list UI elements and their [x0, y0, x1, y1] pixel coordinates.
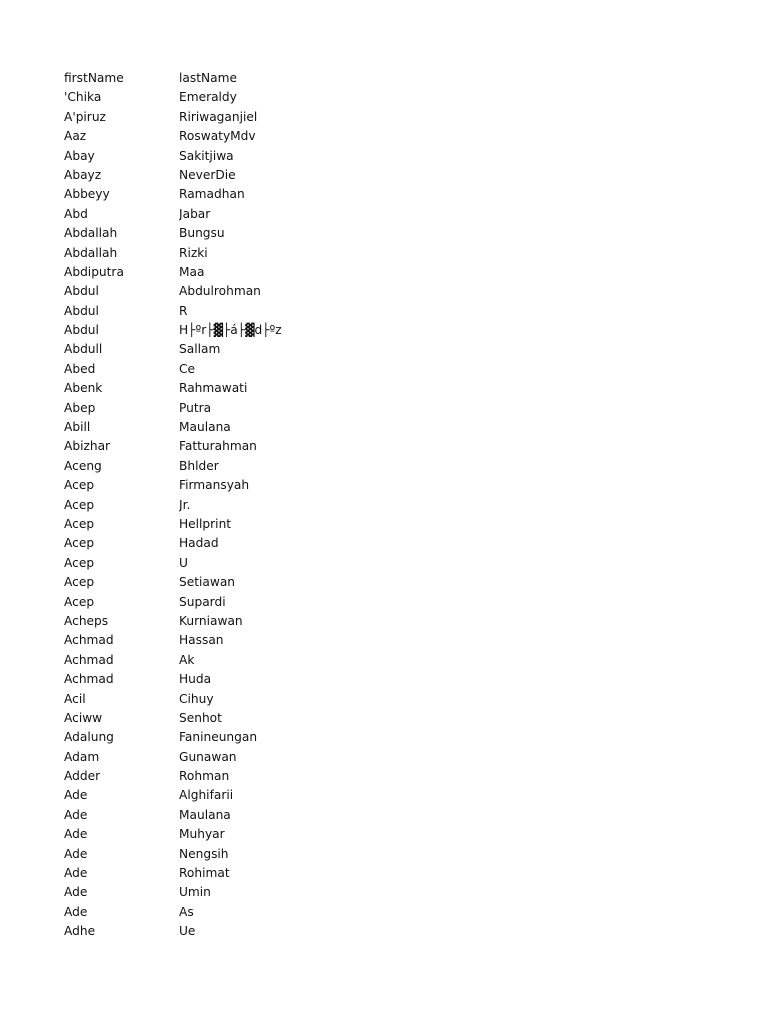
- cell-firstname: Adhe: [64, 924, 96, 939]
- cell-lastname: H├ºr├▓├á├▓d├ºz: [179, 323, 282, 338]
- cell-firstname: Adder: [64, 769, 101, 784]
- cell-firstname: Abdallah: [64, 245, 118, 260]
- cell-firstname: Adalung: [64, 730, 114, 745]
- cell-firstname: A'piruz: [64, 109, 106, 124]
- cell-firstname: Abep: [64, 400, 96, 415]
- table-row: [64, 748, 704, 767]
- table-row: [64, 593, 704, 612]
- cell-firstname: Achmad: [64, 672, 114, 687]
- table-row: [64, 612, 704, 631]
- table-row: [64, 108, 704, 127]
- table-row: [64, 864, 704, 883]
- table-row: [64, 88, 704, 107]
- table-row: [64, 437, 704, 456]
- table-row: [64, 651, 704, 670]
- cell-lastname: Maulana: [179, 420, 231, 435]
- cell-lastname: Sakitjiwa: [179, 148, 234, 163]
- cell-lastname: Bungsu: [179, 226, 225, 241]
- cell-firstname: Abdiputra: [64, 264, 124, 279]
- table-row: [64, 670, 704, 689]
- table-row: [64, 263, 704, 282]
- cell-lastname: Fatturahman: [179, 439, 257, 454]
- cell-lastname: Hassan: [179, 633, 224, 648]
- table-row: [64, 282, 704, 301]
- cell-lastname: Abdulrohman: [179, 284, 261, 299]
- table-row: [64, 631, 704, 650]
- cell-firstname: Abayz: [64, 167, 102, 182]
- cell-firstname: Adam: [64, 749, 100, 764]
- table-row: [64, 825, 704, 844]
- cell-firstname: Acep: [64, 536, 95, 551]
- cell-firstname: Acep: [64, 575, 95, 590]
- cell-lastname: Ramadhan: [179, 187, 245, 202]
- table-row: [64, 457, 704, 476]
- cell-lastname: Ririwaganjiel: [179, 109, 258, 124]
- cell-lastname: Ce: [179, 361, 196, 376]
- cell-lastname: Jr.: [179, 497, 191, 512]
- table-row: [64, 690, 704, 709]
- cell-lastname: Umin: [179, 885, 211, 900]
- table-body: [64, 88, 704, 941]
- cell-firstname: Abdul: [64, 303, 99, 318]
- cell-lastname: RoswatyMdv: [179, 129, 256, 144]
- header-firstname: firstName: [64, 71, 124, 85]
- table-row: [64, 883, 704, 902]
- table-row: [64, 806, 704, 825]
- cell-lastname: Maulana: [179, 807, 231, 822]
- cell-lastname: Jabar: [179, 206, 211, 221]
- table-row: [64, 321, 704, 340]
- cell-lastname: Ak: [179, 652, 195, 667]
- cell-lastname: Rahmawati: [179, 381, 248, 396]
- cell-firstname: Abenk: [64, 381, 103, 396]
- cell-firstname: Acep: [64, 478, 95, 493]
- table-row: [64, 379, 704, 398]
- table-row: [64, 534, 704, 553]
- table-row: [64, 399, 704, 418]
- cell-firstname: Achmad: [64, 633, 114, 648]
- cell-lastname: As: [179, 904, 194, 919]
- cell-lastname: Putra: [179, 400, 212, 415]
- cell-firstname: Acil: [64, 691, 86, 706]
- cell-firstname: Aciww: [64, 710, 103, 725]
- cell-firstname: Abdallah: [64, 226, 118, 241]
- cell-lastname: Ue: [179, 924, 196, 939]
- cell-lastname: Rizki: [179, 245, 208, 260]
- table-row: [64, 845, 704, 864]
- cell-lastname: Gunawan: [179, 749, 237, 764]
- table-row: [64, 709, 704, 728]
- cell-lastname: Nengsih: [179, 846, 229, 861]
- table-row: [64, 922, 704, 941]
- cell-firstname: Achmad: [64, 652, 114, 667]
- cell-firstname: Abizhar: [64, 439, 111, 454]
- cell-firstname: Ade: [64, 807, 88, 822]
- cell-lastname: Rohman: [179, 769, 230, 784]
- cell-firstname: Acep: [64, 516, 95, 531]
- table-row: [64, 205, 704, 224]
- table-row: [64, 767, 704, 786]
- table-row: [64, 515, 704, 534]
- table-row: [64, 573, 704, 592]
- cell-firstname: Ade: [64, 788, 88, 803]
- table-row: [64, 166, 704, 185]
- cell-lastname: Senhot: [179, 710, 222, 725]
- cell-lastname: Firmansyah: [179, 478, 250, 493]
- header-row: [64, 69, 704, 88]
- cell-lastname: Kurniawan: [179, 613, 243, 628]
- cell-firstname: Abill: [64, 420, 91, 435]
- cell-firstname: 'Chika: [64, 90, 102, 105]
- cell-firstname: Ade: [64, 885, 88, 900]
- cell-lastname: Supardi: [179, 594, 226, 609]
- cell-lastname: Rohimat: [179, 866, 230, 881]
- cell-firstname: Abd: [64, 206, 88, 221]
- cell-firstname: Abdul: [64, 284, 99, 299]
- table-row: [64, 496, 704, 515]
- cell-firstname: Ade: [64, 827, 88, 842]
- cell-firstname: Abdul: [64, 323, 99, 338]
- cell-lastname: Emeraldy: [179, 90, 237, 105]
- cell-lastname: U: [179, 555, 188, 570]
- table-row: [64, 786, 704, 805]
- cell-lastname: R: [179, 303, 188, 318]
- cell-lastname: NeverDie: [179, 167, 236, 182]
- cell-firstname: Ade: [64, 904, 88, 919]
- cell-firstname: Abdull: [64, 342, 103, 357]
- cell-lastname: Bhlder: [179, 458, 219, 473]
- cell-lastname: Fanineungan: [179, 730, 258, 745]
- table-row: [64, 728, 704, 747]
- table-row: [64, 554, 704, 573]
- table-row: [64, 340, 704, 359]
- cell-firstname: Abbeyy: [64, 187, 110, 202]
- cell-lastname: Setiawan: [179, 575, 236, 590]
- table-row: [64, 224, 704, 243]
- cell-firstname: Aceng: [64, 458, 102, 473]
- cell-lastname: Cihuy: [179, 691, 214, 706]
- table-row: [64, 903, 704, 922]
- cell-firstname: Acep: [64, 555, 95, 570]
- table-row: [64, 360, 704, 379]
- cell-firstname: Abed: [64, 361, 96, 376]
- cell-lastname: Maa: [179, 264, 205, 279]
- cell-lastname: Muhyar: [179, 827, 225, 842]
- table-row: [64, 244, 704, 263]
- cell-firstname: Acep: [64, 497, 95, 512]
- cell-lastname: Hellprint: [179, 516, 232, 531]
- table-row: [64, 418, 704, 437]
- table-row: [64, 147, 704, 166]
- table-row: [64, 185, 704, 204]
- cell-lastname: Hadad: [179, 536, 219, 551]
- cell-firstname: Aaz: [64, 129, 87, 144]
- table-row: [64, 127, 704, 146]
- cell-firstname: Acheps: [64, 613, 109, 628]
- header-lastname: lastName: [179, 71, 237, 85]
- cell-firstname: Ade: [64, 846, 88, 861]
- cell-lastname: Sallam: [179, 342, 221, 357]
- name-table: [64, 69, 704, 942]
- cell-firstname: Acep: [64, 594, 95, 609]
- cell-lastname: Alghifarii: [179, 788, 234, 803]
- cell-firstname: Ade: [64, 866, 88, 881]
- table-row: [64, 476, 704, 495]
- cell-lastname: Huda: [179, 672, 212, 687]
- table-row: [64, 302, 704, 321]
- cell-firstname: Abay: [64, 148, 95, 163]
